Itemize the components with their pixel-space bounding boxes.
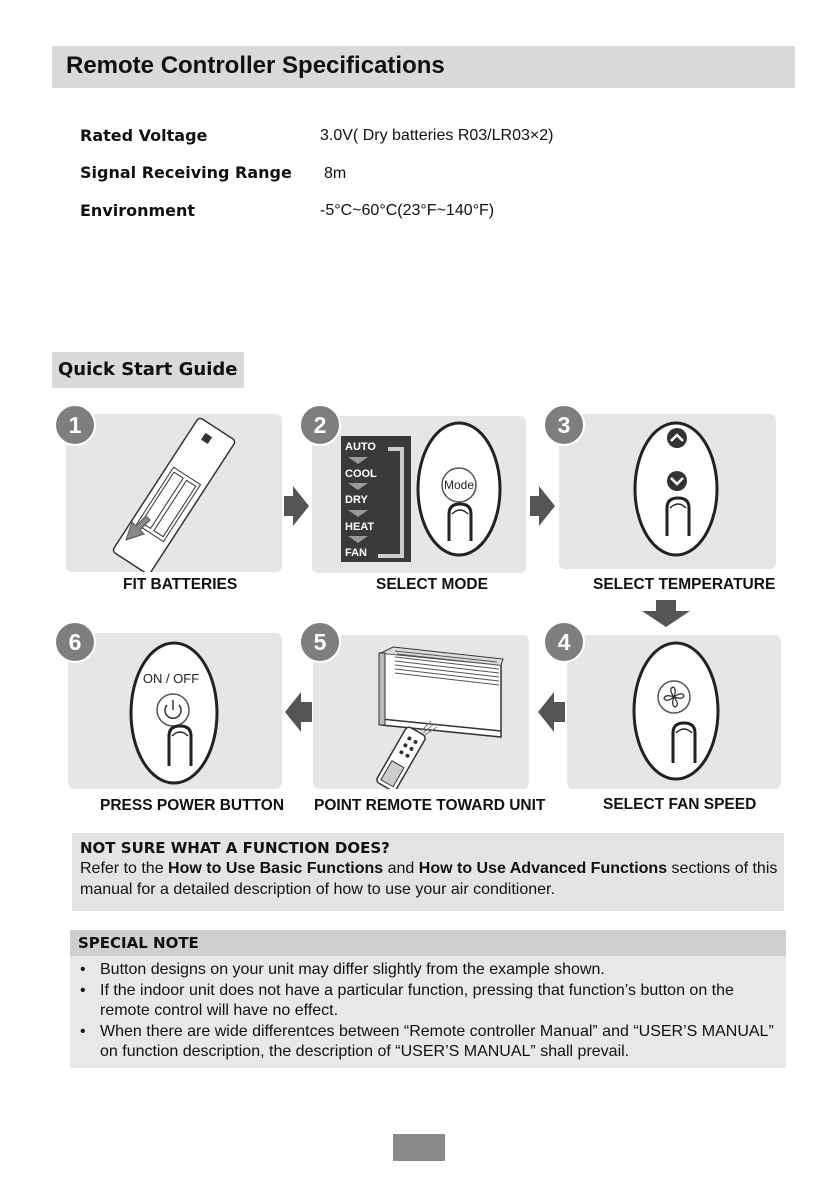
spec-label-environment: Environment	[80, 201, 196, 220]
step-1-panel	[66, 414, 282, 572]
function-help-note	[72, 833, 784, 911]
step-5-panel	[313, 635, 529, 789]
power-button-illustration	[68, 633, 282, 789]
mode-auto: AUTO	[345, 441, 376, 453]
battery-remote-illustration	[66, 414, 282, 572]
special-note	[70, 930, 786, 1068]
quick-start-title-bar	[52, 352, 244, 388]
spec-value-environment: -5°C~60°C(23°F~140°F)	[320, 202, 495, 219]
power-button-label: ON / OFF	[142, 671, 200, 686]
arrow-left-icon	[538, 692, 554, 732]
special-note-list	[78, 960, 778, 1063]
page-number-box	[393, 1134, 445, 1161]
spec-value-voltage: 3.0V( Dry batteries R03/LR03×2)	[320, 127, 554, 144]
mode-fan: FAN	[345, 547, 367, 559]
arrow-stem	[553, 702, 565, 722]
advanced-functions-reference: How to Use Advanced Functions	[418, 860, 668, 877]
spec-label-range: Signal Receiving Range	[80, 163, 292, 182]
mode-dry: DRY	[345, 494, 368, 506]
mode-heat: HEAT	[345, 521, 375, 533]
step-5-badge: 5	[299, 621, 341, 663]
step-6-caption: PRESS POWER BUTTON	[100, 797, 285, 814]
step-2-caption: SELECT MODE	[376, 576, 488, 593]
special-note-header	[70, 930, 786, 956]
function-help-text-part: and	[383, 860, 419, 877]
function-help-text-part: sections of this manual for a detailed description of how to use your air conditioner.	[80, 860, 778, 898]
step-3-panel	[559, 414, 776, 569]
spec-value-range: 8m	[324, 165, 347, 182]
special-note-heading: SPECIAL NOTE	[78, 934, 199, 952]
special-note-item: • If the indoor unit does not have a particular function, pressing that function’s button on the remote control will have no effect.	[78, 981, 778, 1022]
special-note-item: • Button designs on your unit may differ slightly from the example shown.	[78, 960, 778, 981]
step-4-panel	[567, 635, 781, 789]
step-6-panel	[68, 633, 282, 789]
step-2-badge: 2	[299, 404, 341, 446]
function-help-heading: NOT SURE WHAT A FUNCTION DOES?	[80, 839, 390, 857]
indoor-unit-illustration	[313, 635, 529, 789]
page-title: Remote Controller Specifications	[66, 52, 445, 79]
mode-cool: COOL	[345, 468, 377, 480]
arrow-down-icon	[642, 611, 690, 627]
mode-button-label: Mode	[443, 478, 475, 492]
step-4-badge: 4	[543, 621, 585, 663]
mode-selector-illustration	[312, 416, 526, 573]
step-3-caption: SELECT TEMPERATURE	[593, 576, 776, 593]
step-4-caption: SELECT FAN SPEED	[603, 796, 757, 813]
basic-functions-reference: How to Use Basic Functions	[168, 860, 384, 877]
step-1-badge: 1	[54, 404, 96, 446]
fan-button-illustration	[567, 635, 781, 789]
quick-start-title: Quick Start Guide	[58, 359, 238, 380]
temperature-buttons-illustration	[559, 414, 776, 569]
special-note-item: • When there are wide differentces between “Remote controller Manual” and “USER’S MANUAL” on function description, the description of “USER’S MANUAL” shall prevail.	[78, 1022, 778, 1063]
step-6-badge: 6	[54, 621, 96, 663]
step-1-caption: FIT BATTERIES	[123, 576, 238, 593]
function-help-text-part: Refer to the	[80, 860, 169, 877]
arrow-left-icon	[285, 692, 301, 732]
page-title-bar	[52, 46, 795, 88]
step-3-badge: 3	[543, 404, 585, 446]
arrow-stem	[300, 702, 312, 722]
arrow-right-icon	[293, 486, 309, 526]
step-2-panel	[312, 416, 526, 573]
step-5-caption: POINT REMOTE TOWARD UNIT	[314, 797, 546, 814]
arrow-right-icon	[539, 486, 555, 526]
spec-label-voltage: Rated Voltage	[80, 126, 208, 145]
function-help-text	[80, 858, 780, 900]
